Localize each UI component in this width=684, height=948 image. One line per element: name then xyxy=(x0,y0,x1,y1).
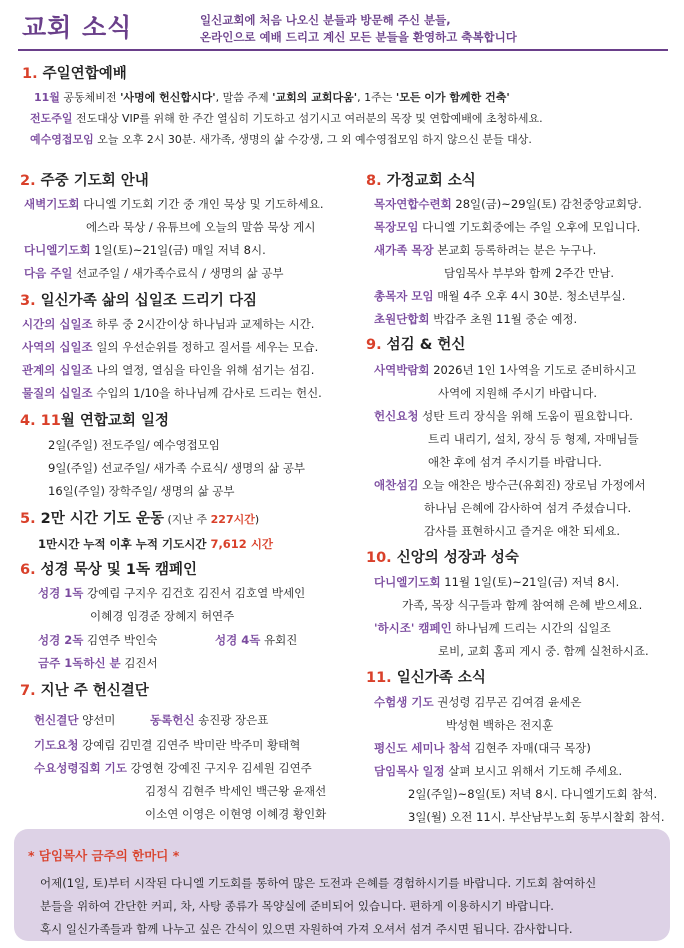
section-6-heading: 6. 성경 묵상 및 1독 캠페인 xyxy=(20,562,198,578)
s8-line-1: 목자연합수련회 28일(금)~29일(토) 감천중앙교회당. xyxy=(374,197,642,211)
welcome-line-1: 일신교회에 처음 나오신 분들과 방문해 주신 분들, xyxy=(200,13,451,27)
s4-item: 2일(주일) 전도주일/ 예수영접모임 xyxy=(48,438,220,452)
s5-prayer-total: 1만시간 누적 이후 누적 기도시간 7,612 시간 xyxy=(38,537,274,551)
s9-line-1: 사역박람회 2026년 1인 1사역을 기도로 준비하시고 xyxy=(374,363,637,377)
s7-line-4: 김정식 김현주 박세인 백근왕 윤재선 xyxy=(145,784,327,798)
s4-item: 16일(주일) 장학주일/ 생명의 삶 공부 xyxy=(48,484,235,498)
s10-line-1: 다니엘기도회 11월 1일(토)~21일(금) 저녁 8시. xyxy=(374,575,620,589)
s9-line-3b: 하나님 은혜에 감사하여 섬겨 주셨습니다. xyxy=(424,501,632,515)
s7-line-5: 이소연 이영은 이현영 이혜경 황인화 xyxy=(145,807,327,821)
s11-line-3c: 3일(월) 오전 11시. 부산남부노회 동부시찰회 참석. xyxy=(408,810,665,824)
s8-line-5: 초원단합회 박갑주 초원 11월 중순 예정. xyxy=(374,312,578,326)
pastor-message-line: 어제(1일, 토)부터 시작된 다니엘 기도회를 통하여 많은 도전과 은혜를 경험하시기를 바랍니다. 기도회 참여하신 xyxy=(40,876,597,890)
pastor-message-title: * 담임목사 금주의 한마디 * xyxy=(28,848,180,863)
pastor-message-line: 혹시 일신가족들과 함께 나누고 싶은 간식이 있으면 자원하여 가져 오셔서 섬겨 주시면 됩니다. 감사합니다. xyxy=(40,922,573,936)
s2-line-3: 다니엘기도회 1일(토)~21일(금) 매일 저녁 8시. xyxy=(24,243,266,257)
s6-line-1: 성경 1독 강예림 구지우 김건호 김진서 김호열 박세인 xyxy=(38,586,306,600)
section-3-heading: 3. 일신가족 삶의 십일조 드리기 다짐 xyxy=(20,293,257,309)
pastor-message-line: 분들을 위하여 간단한 커피, 차, 사탕 종류가 목양실에 준비되어 있습니다. 편하게 이용하시기 바랍니다. xyxy=(40,899,554,913)
section-8-heading: 8. 가정교회 소식 xyxy=(366,173,476,189)
section-7-heading: 7. 지난 주 헌신결단 xyxy=(20,683,149,699)
s3-item: 관계의 십일조 나의 열정, 열심을 타인을 위해 섬기는 섬김. xyxy=(22,363,315,377)
s8-line-3b: 담임목사 부부와 함께 2주간 만남. xyxy=(444,266,615,280)
s2-line-4: 다음 주일 선교주일 / 새가족수료식 / 생명의 삶 공부 xyxy=(24,266,284,280)
s11-line-1: 수험생 기도 권성령 김무곤 김여겸 윤세온 xyxy=(374,695,582,709)
s4-item: 9일(주일) 선교주일/ 새가족 수료식/ 생명의 삶 공부 xyxy=(48,461,306,475)
s7-line-2: 기도요청 강예림 김민결 김연주 박미란 박주미 황태혁 xyxy=(34,738,301,752)
section-1-heading: 1. 주일연합예배 xyxy=(22,66,127,82)
section-2-heading: 2. 주중 기도회 안내 xyxy=(20,173,149,189)
s8-line-3: 새가족 목장 본교회 등록하려는 분은 누구나. xyxy=(374,243,597,257)
s9-line-1b: 사역에 지원해 주시기 바랍니다. xyxy=(438,386,598,400)
s8-line-2: 목장모임 다니엘 기도회중에는 주일 오후에 모입니다. xyxy=(374,220,641,234)
s6-line-3: 금주 1독하신 분 김진서 xyxy=(38,656,158,670)
s10-line-2: '하시조' 캠페인 하나님께 드리는 시간의 십일조 xyxy=(374,621,611,635)
s9-line-3: 애찬섬김 오늘 애찬은 방수근(유회진) 장로님 가정에서 xyxy=(374,478,646,492)
s9-line-2c: 애찬 후에 섬겨 주시기를 바랍니다. xyxy=(428,455,602,469)
s2-line-2: 에스라 묵상 / 유튜브에 오늘의 말씀 묵상 게시 xyxy=(86,220,316,234)
s9-line-2: 헌신요청 성탄 트리 장식을 위해 도움이 필요합니다. xyxy=(374,409,633,423)
header-divider xyxy=(18,49,668,51)
s6-line-1b: 이혜경 임경준 장혜지 허연주 xyxy=(90,609,235,623)
s8-line-4: 총목자 모임 매월 4주 오후 4시 30분. 청소년부실. xyxy=(374,289,626,303)
s11-line-3b: 2일(주일)~8일(토) 저녁 8시. 다니엘기도회 참석. xyxy=(408,787,658,801)
s7-line-1a: 헌신결단 양선미 xyxy=(34,713,116,727)
section-9-heading: 9. 섬김 & 헌신 xyxy=(366,337,466,353)
s3-item: 시간의 십일조 하루 중 2시간이상 하나님과 교제하는 시간. xyxy=(22,317,315,331)
s11-line-1b: 박성현 백하은 전지훈 xyxy=(446,718,554,732)
s2-line-1: 새벽기도회 다니엘 기도회 기간 중 개인 묵상 및 기도하세요. xyxy=(24,197,324,211)
page-title: 교회 소식 xyxy=(22,13,133,42)
s9-line-3c: 감사를 표현하시고 즐거운 애찬 되세요. xyxy=(424,524,621,538)
s7-line-3: 수요성령집회 기도 강영현 강예진 구지우 김세원 김연주 xyxy=(34,761,312,775)
welcome-line-2: 온라인으로 예배 드리고 계신 모든 분들을 환영하고 축복합니다 xyxy=(200,30,517,44)
s11-line-3: 담임목사 일정 살펴 보시고 위해서 기도해 주세요. xyxy=(374,764,623,778)
s7-line-1b: 동록헌신 송진광 장은표 xyxy=(150,713,269,727)
s9-line-2b: 트리 내리기, 설치, 장식 등 형제, 자매님들 xyxy=(428,432,639,446)
section-10-heading: 10. 신앙의 성장과 성숙 xyxy=(366,550,519,566)
s10-line-1b: 가족, 목장 식구들과 함께 참여해 은혜 받으세요. xyxy=(402,598,643,612)
s6-line-2b: 성경 4독 유회진 xyxy=(215,633,298,647)
s1-line-1: 11월 공동체비전 '사명에 헌신합시다', 말씀 주제 '교회의 교회다움', 1주는 '모든 이가 함께한 건축' xyxy=(34,91,510,104)
s3-item: 물질의 십일조 수입의 1/10을 하나님께 감사로 드리는 헌신. xyxy=(22,386,322,400)
s1-line-2: 전도주일 전도대상 VIP를 위해 한 주간 열심히 기도하고 섬기시고 여러분의 목장 및 연합예배에 초청하세요. xyxy=(30,112,543,125)
s6-line-2a: 성경 2독 김연주 박인숙 xyxy=(38,633,158,647)
section-5-heading: 5. 2만 시간 기도 운동 (지난 주 227시간) xyxy=(20,511,260,527)
section-4-heading: 4. 11월 연합교회 일정 xyxy=(20,413,170,429)
section-11-heading: 11. 일신가족 소식 xyxy=(366,670,486,686)
s11-line-2: 평신도 세미나 참석 김현주 자매(대극 목장) xyxy=(374,741,591,755)
s3-item: 사역의 십일조 일의 우선순위를 정하고 질서를 세우는 모습. xyxy=(22,340,319,354)
s10-line-2b: 로비, 교회 홈피 게시 중. 함께 실천하시죠. xyxy=(438,644,649,658)
s1-line-3: 예수영접모임 오늘 오후 2시 30분. 새가족, 생명의 삶 수강생, 그 외 예수영접모임 하지 않으신 분들 대상. xyxy=(30,133,532,146)
